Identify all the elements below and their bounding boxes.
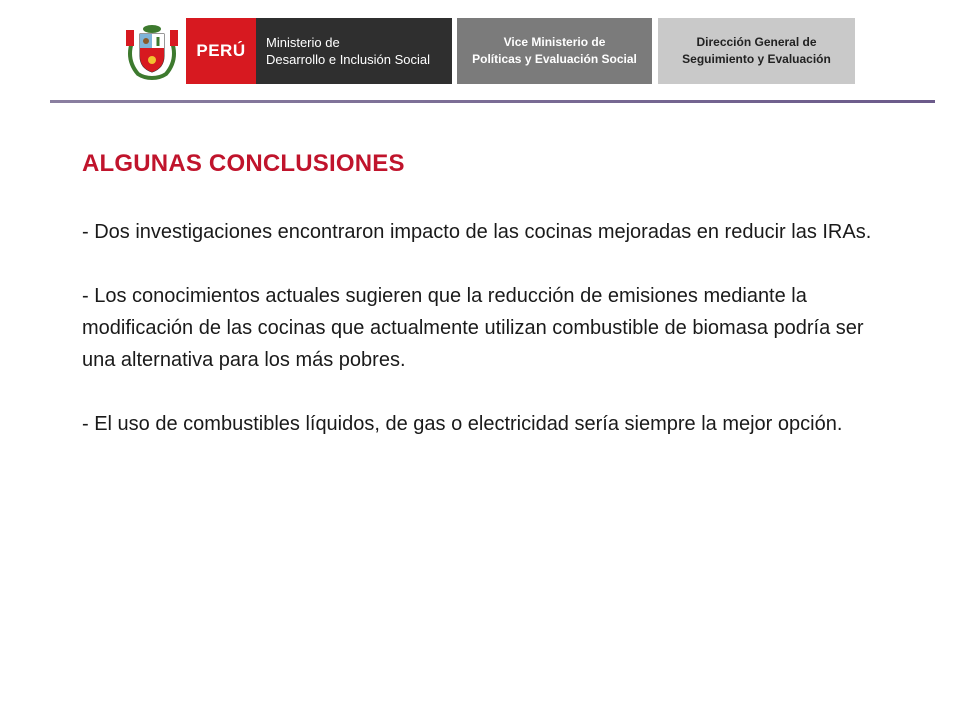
direction-line-2: Seguimiento y Evaluación — [682, 52, 831, 66]
conclusion-paragraph-3: - El uso de combustibles líquidos, de gas o electricidad sería siempre la mejor opción. — [82, 413, 843, 435]
vice-line-1: Vice Ministerio de — [503, 35, 606, 49]
direction-label — [658, 18, 855, 84]
peru-label — [186, 18, 256, 84]
slide-content — [82, 150, 882, 472]
conclusion-paragraph-2: - Los conocimientos actuales sugieren que la reducción de emisiones mediante la modificación de las cocinas que actualmente utilizan combustible de biomasa podría ser una alternativa para los más pobres. — [82, 285, 864, 371]
ministry-line-1: Ministerio de — [266, 35, 340, 50]
header-banner — [0, 0, 960, 104]
country-name: PERÚ — [196, 41, 246, 60]
ministry-label — [256, 18, 452, 84]
vice-line-2: Políticas y Evaluación Social — [472, 52, 637, 66]
header-divider — [50, 100, 935, 103]
slide-title: ALGUNAS CONCLUSIONES — [82, 150, 405, 177]
vice-ministry-label — [457, 18, 652, 84]
conclusion-paragraph-1: - Dos investigaciones encontraron impacto de las cocinas mejoradas en reducir las IRAs. — [82, 221, 872, 243]
ministry-line-2: Desarrollo e Inclusión Social — [266, 52, 431, 67]
direction-line-1: Dirección General de — [696, 35, 817, 49]
peru-coat-of-arms-icon — [124, 22, 180, 80]
